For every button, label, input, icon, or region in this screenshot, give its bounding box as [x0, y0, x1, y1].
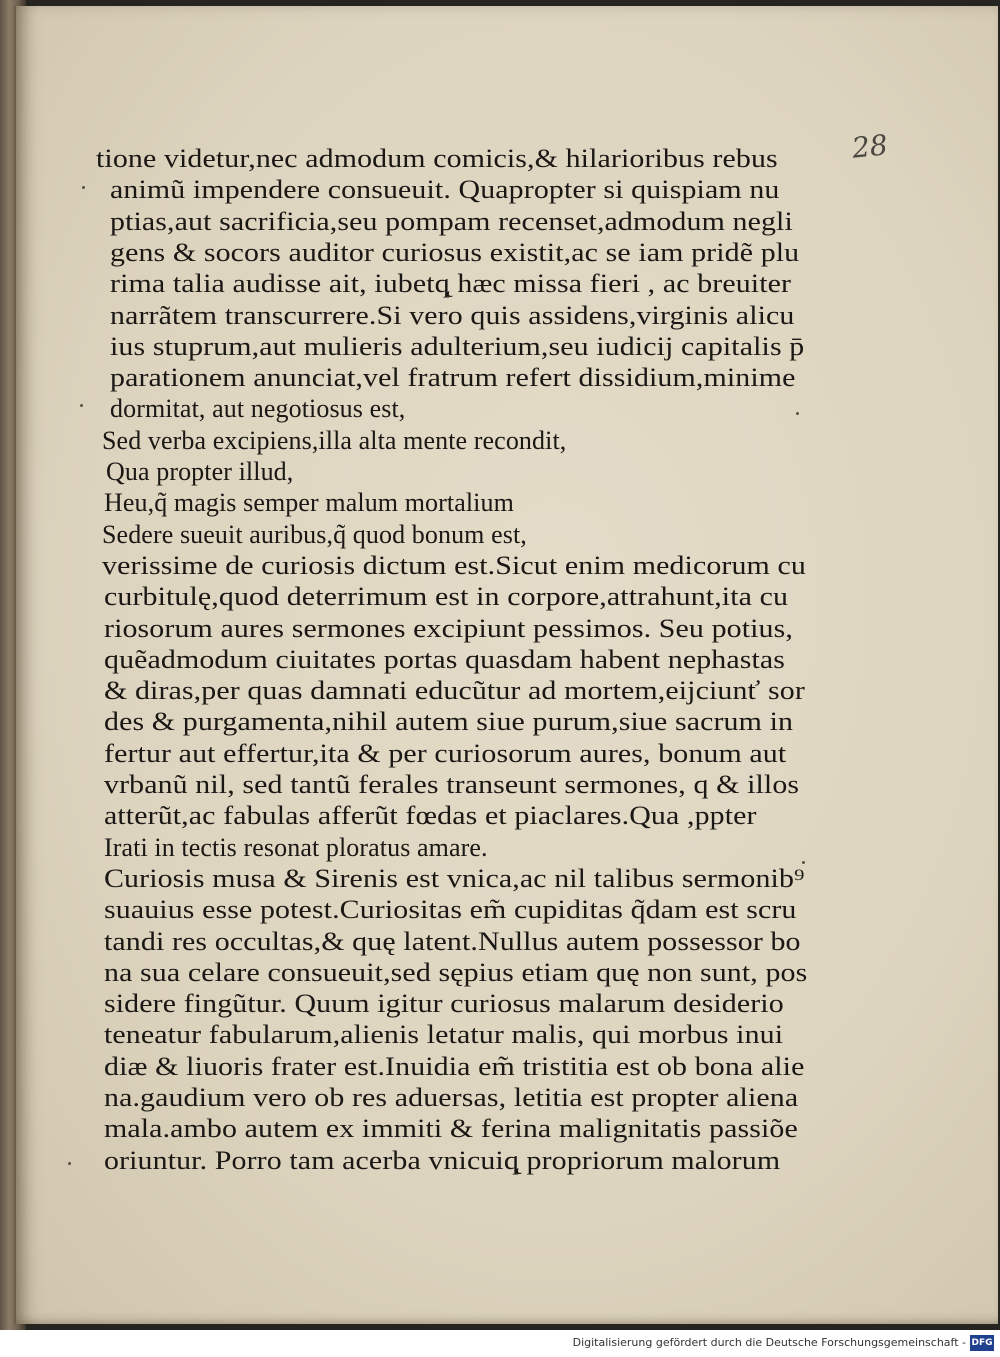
footer-bar [0, 1330, 1000, 1357]
text-line: narrãtem transcurrere.Si vero quis assidens,virginis alicu [110, 300, 795, 330]
ink-speck [82, 186, 85, 189]
text-line: suauius esse potest.Curiositas em̃ cupiditas q̃dam est scru [104, 895, 797, 925]
text-line: Qua propter illud, [106, 457, 294, 486]
text-line: parationem anunciat,vel fratrum refert dissidium,minime [110, 363, 796, 393]
book-page [14, 6, 998, 1324]
text-line: rima talia audisse ait, iubetq̨ hæc missa fieri , ac breuiter [110, 269, 792, 299]
text-line: fertur aut effertur,ita & per curiosorum aures, bonum aut [104, 738, 787, 768]
ink-speck [68, 1162, 71, 1165]
ink-speck [796, 412, 799, 415]
text-line: Sed verba excipiens,illa alta mente recondit, [102, 425, 567, 455]
text-line: na.gaudium vero ob res aduersas, letitia est propter aliena [104, 1083, 799, 1112]
text-line: na sua celare consueuit,sed sępius etiam quę non sunt, pos [104, 957, 808, 987]
text-line: ius stuprum,aut mulieris adulterium,seu iudicij capitalis p̄ [110, 331, 805, 361]
ink-speck [802, 861, 805, 864]
text-line: quẽadmodum ciuitates portas quasdam habent nephastas [104, 644, 786, 674]
text-line: verissime de curiosis dictum est.Sicut enim medicorum cu [102, 550, 806, 580]
text-line: gens & socors auditor curiosus existit,ac se iam pridẽ plu [110, 237, 800, 267]
text-line: Sedere sueuit auribus,q̃ quod bonum est, [102, 519, 527, 549]
text-line: diæ & liuoris frater est.Inuidia em̃ tristitia est ob bona alie [104, 1051, 805, 1081]
text-line: sidere fingũtur. Quum igitur curiosus malarum desiderio [104, 989, 784, 1019]
text-line: atterũt,ac fabulas afferũt fœdas et piaclares.Qua ,ppter [104, 801, 757, 831]
text-line: Curiosis musa & Sirenis est vnica,ac nil talibus sermonib⁹ [104, 863, 805, 893]
text-line: mala.ambo autem ex immiti & ferina malignitatis passiõe [104, 1114, 798, 1144]
text-line: teneatur fabularum,alienis letatur malis, qui morbus inui [104, 1020, 784, 1050]
footer-credit: Digitalisierung gefördert durch die Deutsche Forschungsgemeinschaft - [572, 1336, 966, 1349]
text-line: oriuntur. Porro tam acerba vnicuiq̨ propriorum malorum [104, 1145, 781, 1175]
text-line: animũ impendere consueuit. Quapropter si quispiam nu [110, 175, 780, 205]
ink-speck [80, 404, 83, 407]
text-line: ptias,aut sacrificia,seu pompam recenset,admodum negli [110, 206, 793, 236]
text-line: Irati in tectis resonat ploratus amare. [104, 832, 488, 862]
text-line: tione videtur,nec admodum comicis,& hilarioribus rebus [96, 144, 778, 173]
text-line: & diras,per quas damnati educũtur ad mortem,eijciunť sor [104, 676, 805, 706]
text-line: vrbanũ nil, sed tantũ ferales transeunt sermones, q & illos [104, 770, 800, 799]
text-line: curbitulę,quod deterrimum est in corpore,attrahunt,ita cu [104, 582, 789, 612]
text-line: des & purgamenta,nihil autem siue purum,siue sacrum in [104, 707, 794, 737]
text-line: dormitat, aut negotiosus est, [110, 394, 406, 424]
text-line: Heu,q̃ magis semper malum mortalium [104, 488, 514, 518]
dfg-logo: DFG [970, 1335, 994, 1351]
text-line: riosorum aures sermones excipiunt pessimos. Seu potius, [104, 613, 793, 643]
text-line: tandi res occultas,& quę latent.Nullus autem possessor bo [104, 926, 801, 956]
folio-number: 28 [850, 128, 890, 165]
